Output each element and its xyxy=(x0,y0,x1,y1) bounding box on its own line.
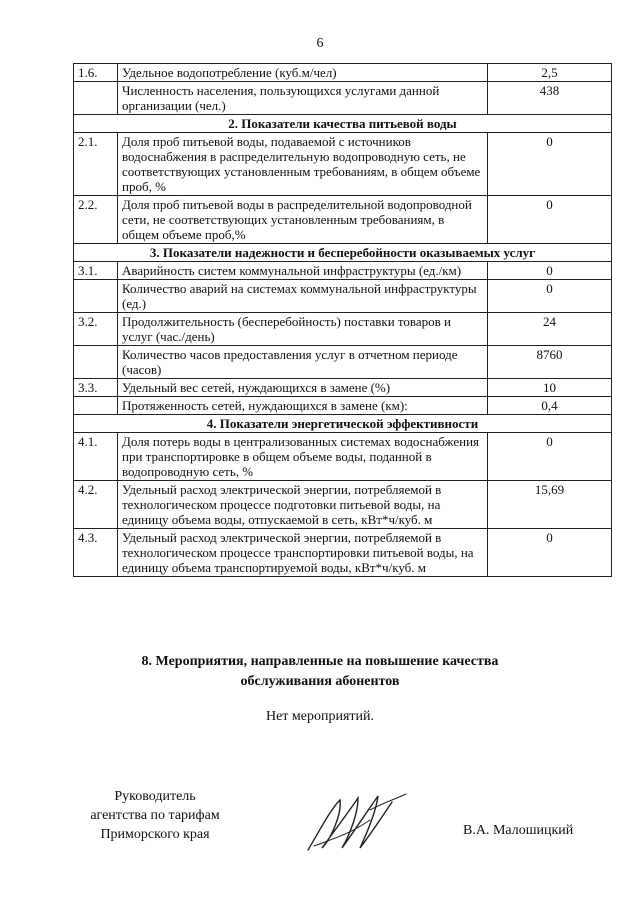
row-value: 8760 xyxy=(488,346,612,379)
row-description: Количество часов предоставления услуг в отчетном периоде (часов) xyxy=(118,346,488,379)
row-number: 2.1. xyxy=(74,133,118,196)
table-row xyxy=(74,133,612,196)
section-8-heading-line2: обслуживания абонентов xyxy=(240,674,400,689)
table-row xyxy=(74,262,612,280)
row-value: 0 xyxy=(488,196,612,244)
row-description: Доля потерь воды в централизованных системах водоснабжения при транспортировке в общем объеме воды, поданной в водопроводную сеть, % xyxy=(118,433,488,481)
row-value: 0 xyxy=(488,262,612,280)
indicators-table-body xyxy=(74,64,612,577)
section-header: 2. Показатели качества питьевой воды xyxy=(74,115,612,133)
section-8-heading-line1: 8. Мероприятия, направленные на повышение качества xyxy=(141,654,499,669)
signatory-position-line1: Руководитель xyxy=(114,789,196,804)
row-value: 2,5 xyxy=(488,64,612,82)
row-description: Удельный вес сетей, нуждающихся в замене (%) xyxy=(118,379,488,397)
signatory-name: В.А. Малошицкий xyxy=(463,823,574,838)
section-header-row xyxy=(74,244,612,262)
page-number: 6 xyxy=(316,36,324,51)
table-row xyxy=(74,313,612,346)
table-row xyxy=(74,64,612,82)
row-value: 15,69 xyxy=(488,481,612,529)
section-header-row xyxy=(74,115,612,133)
row-description: Доля проб питьевой воды в распределительной водопроводной сети, не соответствующих установленным требованиям, в общем объеме проб,% xyxy=(118,196,488,244)
row-description: Продолжительность (бесперебойность) поставки товаров и услуг (час./день) xyxy=(118,313,488,346)
section-8-heading xyxy=(0,652,640,692)
signatory-position-line2: агентства по тарифам xyxy=(90,808,220,823)
row-value: 0 xyxy=(488,280,612,313)
signatory-position xyxy=(70,787,240,844)
section-header: 3. Показатели надежности и бесперебойности оказываемых услуг xyxy=(74,244,612,262)
table-row xyxy=(74,346,612,379)
section-8-text: Нет мероприятий. xyxy=(265,709,375,724)
table-row xyxy=(74,82,612,115)
row-number: 2.2. xyxy=(74,196,118,244)
row-number: 4.1. xyxy=(74,433,118,481)
row-description: Аварийность систем коммунальной инфраструктуры (ед./км) xyxy=(118,262,488,280)
row-description: Численность населения, пользующихся услугами данной организации (чел.) xyxy=(118,82,488,115)
row-description: Удельный расход электрической энергии, потребляемой в технологическом процессе подготовки питьевой воды, на единицу объема воды, отпускаемой в сеть, кВт*ч/куб. м xyxy=(118,481,488,529)
row-description: Доля проб питьевой воды, подаваемой с источников водоснабжения в распределительную водопроводную сеть, не соответствующих установленным требованиям, в общем объеме проб, % xyxy=(118,133,488,196)
row-value: 438 xyxy=(488,82,612,115)
row-number xyxy=(74,397,118,415)
row-number xyxy=(74,82,118,115)
row-number xyxy=(74,346,118,379)
row-value: 0 xyxy=(488,433,612,481)
signatory-position-line3: Приморского края xyxy=(100,827,210,842)
table-row xyxy=(74,433,612,481)
table-row xyxy=(74,196,612,244)
indicators-table xyxy=(73,63,612,577)
table-row xyxy=(74,529,612,577)
table-row xyxy=(74,481,612,529)
handwritten-signature xyxy=(300,790,410,860)
row-value: 0,4 xyxy=(488,397,612,415)
table-row xyxy=(74,280,612,313)
section-header: 4. Показатели энергетической эффективности xyxy=(74,415,612,433)
table-row xyxy=(74,397,612,415)
row-value: 24 xyxy=(488,313,612,346)
row-number: 1.6. xyxy=(74,64,118,82)
section-header-row xyxy=(74,415,612,433)
row-number xyxy=(74,280,118,313)
table-row xyxy=(74,379,612,397)
row-value: 0 xyxy=(488,529,612,577)
row-number: 3.1. xyxy=(74,262,118,280)
row-description: Удельное водопотребление (куб.м/чел) xyxy=(118,64,488,82)
row-description: Удельный расход электрической энергии, потребляемой в технологическом процессе транспортировки питьевой воды, на единицу объема транспортируемой воды, кВт*ч/куб. м xyxy=(118,529,488,577)
row-number: 4.3. xyxy=(74,529,118,577)
row-number: 3.2. xyxy=(74,313,118,346)
row-value: 0 xyxy=(488,133,612,196)
row-number: 3.3. xyxy=(74,379,118,397)
row-description: Протяженность сетей, нуждающихся в замене (км): xyxy=(118,397,488,415)
row-description: Количество аварий на системах коммунальной инфраструктуры (ед.) xyxy=(118,280,488,313)
row-number: 4.2. xyxy=(74,481,118,529)
row-value: 10 xyxy=(488,379,612,397)
